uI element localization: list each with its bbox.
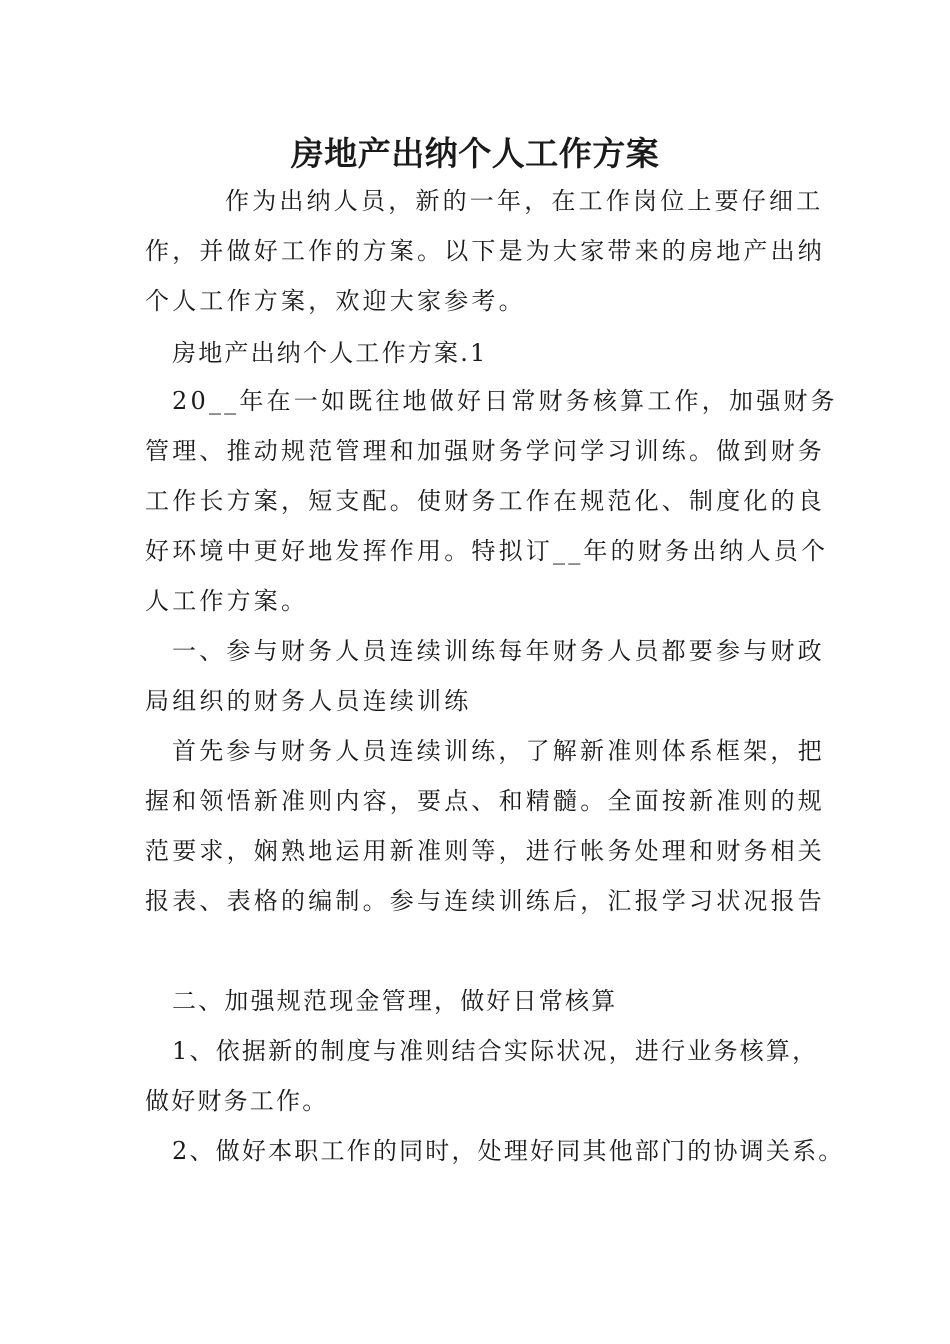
- paragraph-line: 好环境中更好地发挥作用。特拟订__年的财务出纳人员个: [145, 537, 829, 565]
- section-heading-3: 二、加强规范现金管理，做好日常核算: [172, 987, 618, 1015]
- list-item-2: 2、做好本职工作的同时，处理好同其他部门的协调关系。: [172, 1137, 845, 1165]
- intro-line-2: 作，并做好工作的方案。以下是为大家带来的房地产出纳: [145, 237, 825, 265]
- paragraph-line: 管理、推动规范管理和加强财务学问学习训练。做到财务: [145, 437, 825, 465]
- paragraph-line: 报表、表格的编制。参与连续训练后，汇报学习状况报告: [145, 887, 825, 915]
- intro-line-3: 个人工作方案，欢迎大家参考。: [145, 287, 526, 315]
- section-heading-1: 房地产出纳个人工作方案.1: [172, 339, 488, 367]
- paragraph-line: 人工作方案。: [145, 587, 309, 615]
- document-title: 房地产出纳个人工作方案: [290, 134, 660, 173]
- paragraph-line: 工作长方案，短支配。使财务工作在规范化、制度化的良: [145, 487, 825, 515]
- section-heading-2-cont: 局组织的财务人员连续训练: [145, 687, 472, 715]
- paragraph-line: 20__年在一如既往地做好日常财务核算工作，加强财务: [172, 387, 838, 415]
- section-heading-2: 一、参与财务人员连续训练每年财务人员都要参与财政: [172, 637, 825, 665]
- intro-line-1: 作为出纳人员，新的一年，在工作岗位上要仔细工: [225, 187, 824, 215]
- paragraph-line: 握和领悟新准则内容，要点、和精髓。全面按新准则的规: [145, 787, 825, 815]
- list-item-1-cont: 做好财务工作。: [145, 1087, 329, 1115]
- paragraph-line: 范要求，娴熟地运用新准则等，进行帐务处理和财务相关: [145, 837, 825, 865]
- list-item-1: 1、依据新的制度与准则结合实际状况，进行业务核算，: [172, 1037, 819, 1065]
- paragraph-line: 首先参与财务人员连续训练，了解新准则体系框架，把: [172, 737, 825, 765]
